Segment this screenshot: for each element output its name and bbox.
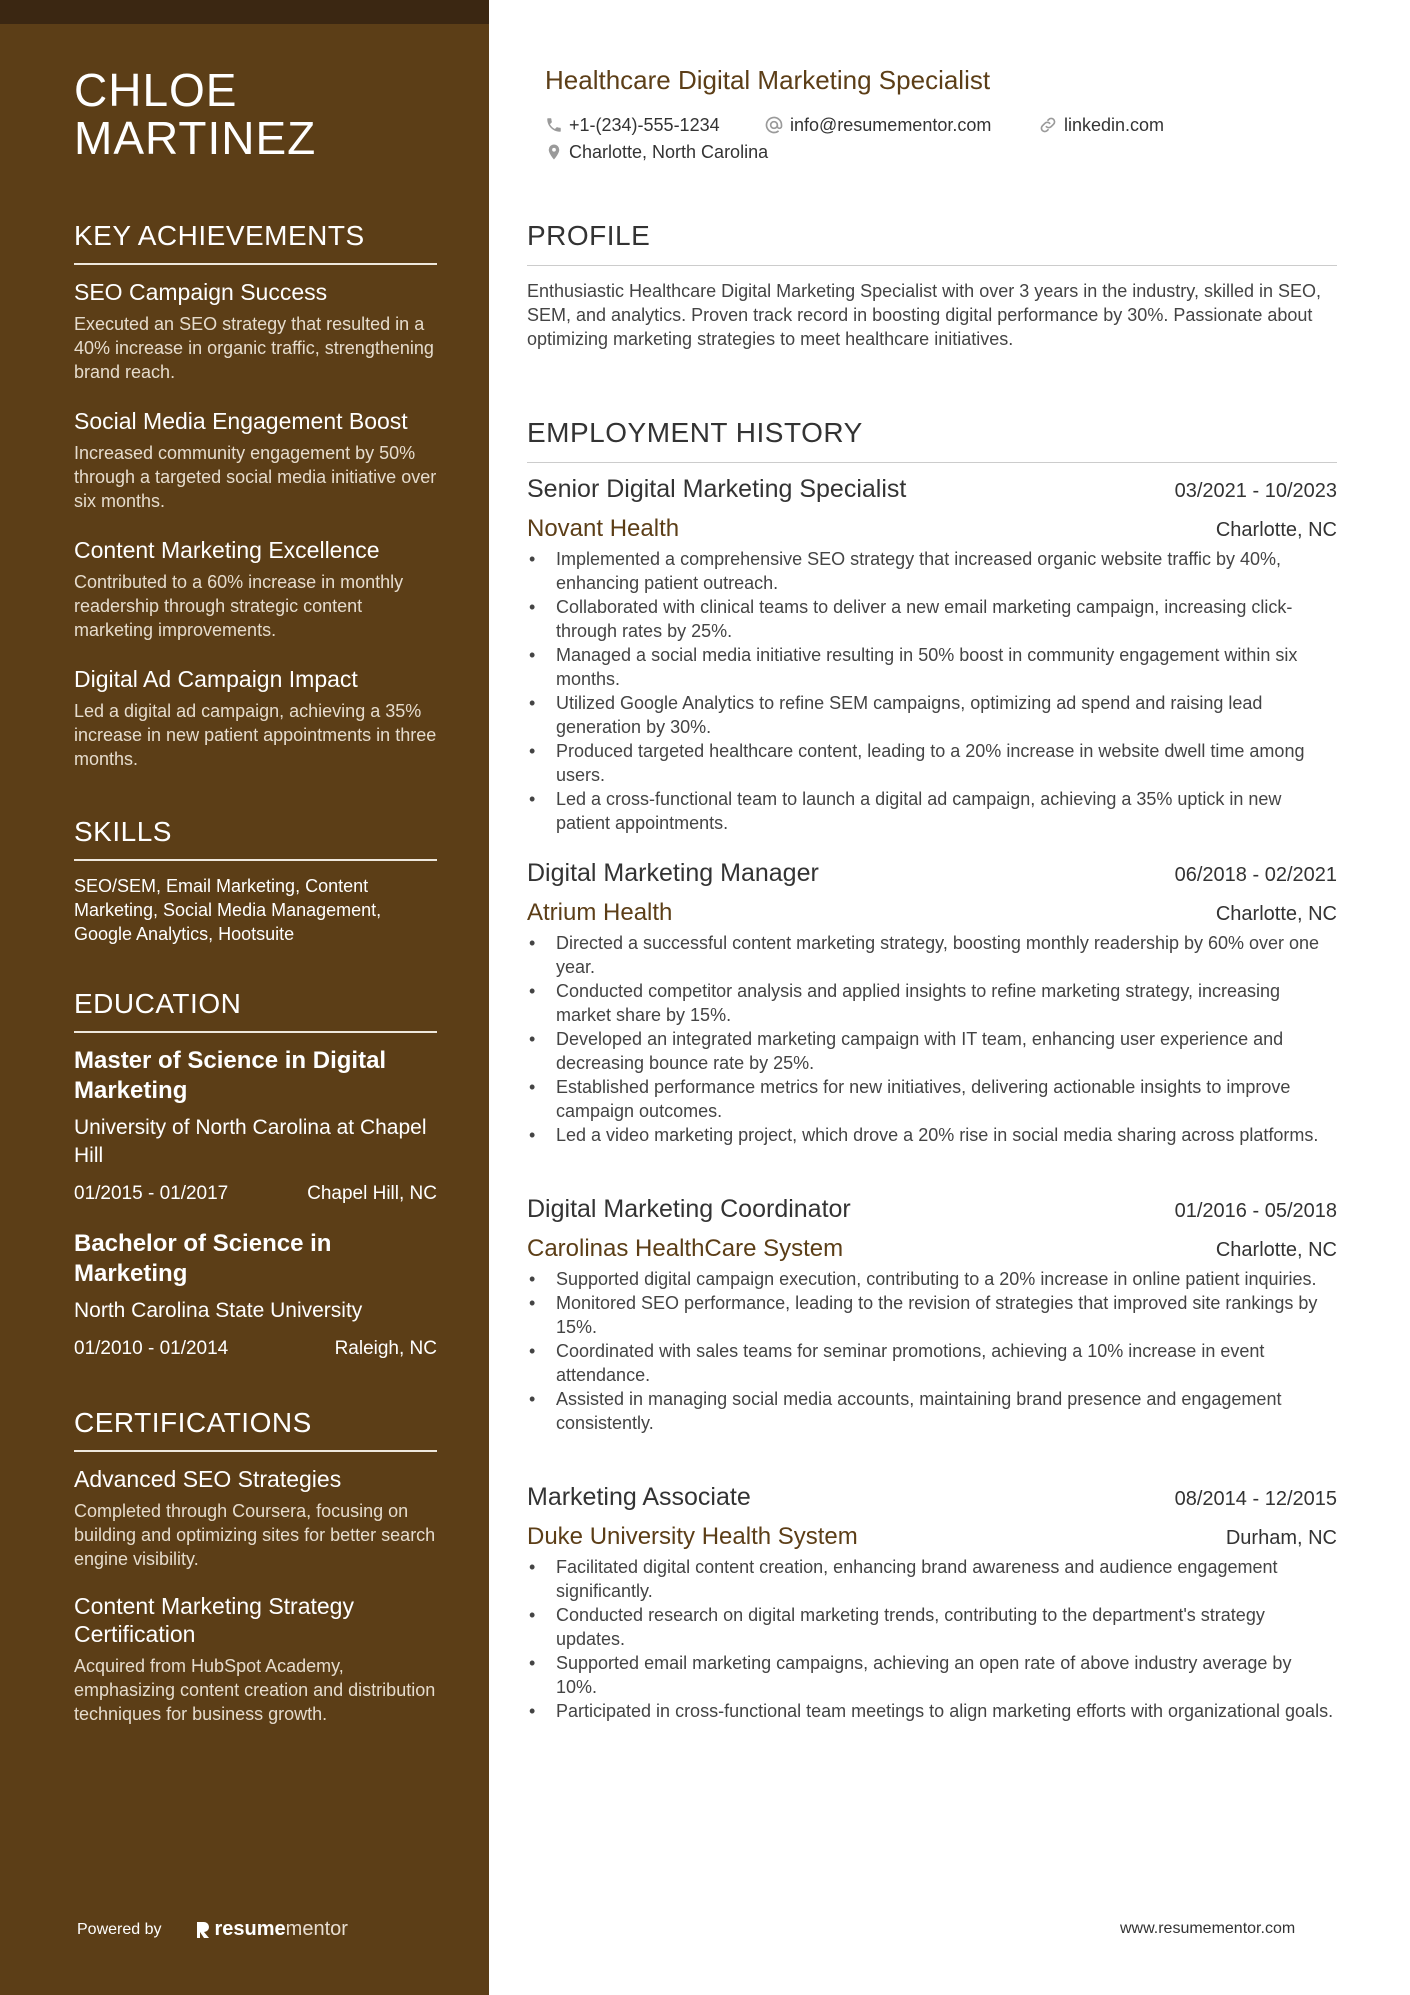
job-bullet: • Facilitated digital content creation, enhancing brand awareness and audience engagement significantly. <box>527 1555 1337 1603</box>
location-text: Charlotte, North Carolina <box>569 142 769 162</box>
job-location: Charlotte, NC <box>1215 1239 1337 1261</box>
job-bullet: • Collaborated with clinical teams to deliver a new email marketing campaign, increasing click-through rates by 25%. <box>527 595 1337 643</box>
profile-text: Enthusiastic Healthcare Digital Marketing Specialist with over 3 years in the industry, skilled in SEO, SEM, and analytics. Proven track record in boosting digital performance by 30%. Passionate about optimizing marketing strategies to meet healthcare initiatives. <box>527 281 1322 349</box>
edu-school: University of North Carolina at Chapel Hill <box>74 1116 427 1167</box>
job-role: Senior Digital Marketing Specialist <box>527 475 907 503</box>
first-name: CHLOE <box>74 64 238 116</box>
job-bullet: • Led a cross-functional team to launch a digital ad campaign, achieving a 35% uptick in new patient appointments. <box>527 787 1337 835</box>
phone-icon <box>545 116 563 134</box>
edu-school: North Carolina State University <box>74 1299 363 1322</box>
job-entry <box>527 474 1337 835</box>
job-bullet: • Implemented a comprehensive SEO strategy that increased organic website traffic by 40%, enhancing patient outreach. <box>527 547 1337 595</box>
achievement-title: Digital Ad Campaign Impact <box>74 666 358 692</box>
achievements-heading: KEY ACHIEVEMENTS <box>74 219 437 265</box>
job-bullet: • Coordinated with sales teams for seminar promotions, achieving a 10% increase in event attendance. <box>527 1339 1337 1387</box>
job-entry <box>527 858 1337 1147</box>
job-entry <box>527 1482 1337 1723</box>
achievement-desc: Executed an SEO strategy that resulted in a 40% increase in organic traffic, strengthening brand reach. <box>74 314 434 382</box>
job-entry <box>527 1194 1337 1435</box>
achievement-title: SEO Campaign Success <box>74 279 328 305</box>
achievement-item <box>74 278 437 384</box>
footer-url[interactable]: www.resumementor.com <box>1120 1920 1296 1937</box>
achievement-desc: Led a digital ad campaign, achieving a 35% increase in new patient appointments in three months. <box>74 701 437 769</box>
certification-item <box>74 1592 437 1726</box>
at-icon <box>764 115 784 135</box>
profile-heading: PROFILE <box>527 219 1337 266</box>
job-bullet: • Supported email marketing campaigns, achieving an open rate of above industry average by 10%. <box>527 1651 1337 1699</box>
job-company: Novant Health <box>527 515 680 542</box>
job-role: Marketing Associate <box>527 1483 751 1511</box>
edu-degree: Master of Science in Digital Marketing <box>74 1047 387 1104</box>
job-company: Carolinas HealthCare System <box>527 1235 844 1262</box>
achievement-desc: Contributed to a 60% increase in monthly readership through strategic content marketing improvements. <box>74 572 404 640</box>
job-bullets <box>527 931 1337 1147</box>
phone-text: +1-(234)-555-1234 <box>569 115 720 135</box>
contact-linkedin[interactable] <box>1038 114 1164 136</box>
job-bullet: • Led a video marketing project, which drove a 20% rise in social media sharing across platforms. <box>527 1123 1337 1147</box>
powered-by-label: Powered by <box>77 1920 162 1938</box>
location-pin-icon <box>545 142 563 162</box>
last-name: MARTINEZ <box>74 112 317 164</box>
job-bullet: • Conducted research on digital marketing trends, contributing to the department's strategy updates. <box>527 1603 1337 1651</box>
headline: Healthcare Digital Marketing Specialist <box>545 65 991 95</box>
edu-dates: 01/2015 - 01/2017 <box>74 1183 229 1204</box>
certification-item <box>74 1465 437 1571</box>
job-bullet: • Directed a successful content marketing strategy, boosting monthly readership by 60% over one year. <box>527 931 1337 979</box>
edu-degree: Bachelor of Science in Marketing <box>74 1230 332 1287</box>
link-icon <box>1038 115 1058 135</box>
brand-light: mentor <box>285 1918 348 1940</box>
achievement-title: Social Media Engagement Boost <box>74 408 408 434</box>
achievement-desc: Increased community engagement by 50% through a targeted social media initiative over six months. <box>74 443 437 511</box>
email-text: info@resumementor.com <box>790 115 992 135</box>
job-dates: 08/2014 - 12/2015 <box>1174 1488 1337 1510</box>
resumementor-logo[interactable] <box>194 1918 348 1941</box>
certification-title: Advanced SEO Strategies <box>74 1466 342 1492</box>
certifications-heading: CERTIFICATIONS <box>74 1406 437 1452</box>
job-dates: 03/2021 - 10/2023 <box>1174 480 1337 502</box>
job-bullet: • Conducted competitor analysis and applied insights to refine marketing strategy, increasing market share by 15%. <box>527 979 1337 1027</box>
job-dates: 06/2018 - 02/2021 <box>1174 864 1337 886</box>
skills-heading: SKILLS <box>74 815 437 861</box>
job-location: Durham, NC <box>1225 1527 1337 1549</box>
edu-dates: 01/2010 - 01/2014 <box>74 1338 229 1359</box>
linkedin-text: linkedin.com <box>1064 115 1165 135</box>
job-role: Digital Marketing Manager <box>527 859 819 887</box>
achievement-item <box>74 407 437 513</box>
job-bullet: • Established performance metrics for new initiatives, delivering actionable insights to improve campaign outcomes. <box>527 1075 1337 1123</box>
edu-meta <box>74 1337 437 1361</box>
edu-location: Chapel Hill, NC <box>307 1183 437 1204</box>
certification-desc: Acquired from HubSpot Academy, emphasizing content creation and distribution techniques for business growth. <box>74 1656 436 1724</box>
certification-title: Content Marketing Strategy Certification <box>74 1593 354 1647</box>
contact-phone[interactable] <box>545 114 720 136</box>
certification-desc: Completed through Coursera, focusing on building and optimizing sites for better search engine visibility. <box>74 1501 436 1569</box>
resumementor-logo-icon <box>194 1920 212 1940</box>
job-bullets <box>527 547 1337 835</box>
job-bullet: • Assisted in managing social media accounts, maintaining brand presence and engagement consistently. <box>527 1387 1337 1435</box>
job-company: Duke University Health System <box>527 1523 858 1550</box>
job-company: Atrium Health <box>527 899 673 926</box>
achievement-title: Content Marketing Excellence <box>74 537 380 563</box>
job-bullet: • Participated in cross-functional team meetings to align marketing efforts with organizational goals. <box>527 1699 1337 1723</box>
skills-text: SEO/SEM, Email Marketing, Content Marketing, Social Media Management, Google Analytics, Hootsuite <box>74 876 382 944</box>
job-bullet: • Developed an integrated marketing campaign with IT team, enhancing user experience and decreasing bounce rate by 25%. <box>527 1027 1337 1075</box>
job-bullet: • Produced targeted healthcare content, leading to a 20% increase in website dwell time among users. <box>527 739 1337 787</box>
candidate-name <box>74 66 316 162</box>
job-bullet: • Supported digital campaign execution, contributing to a 20% increase in online patient inquiries. <box>527 1267 1337 1291</box>
job-location: Charlotte, NC <box>1215 903 1337 925</box>
contact-email[interactable] <box>764 114 991 136</box>
education-item <box>74 1229 437 1361</box>
employment-heading: EMPLOYMENT HISTORY <box>527 416 1337 463</box>
edu-location: Raleigh, NC <box>334 1338 437 1359</box>
education-heading: EDUCATION <box>74 987 437 1033</box>
sidebar-top-band <box>0 0 489 24</box>
contact-location <box>545 141 768 163</box>
education-item <box>74 1046 437 1206</box>
brand-bold: resume <box>214 1918 286 1940</box>
job-location: Charlotte, NC <box>1215 519 1337 541</box>
edu-meta <box>74 1182 437 1206</box>
sidebar <box>0 0 489 1995</box>
achievement-item <box>74 536 437 642</box>
job-bullets <box>527 1555 1337 1723</box>
job-dates: 01/2016 - 05/2018 <box>1174 1200 1337 1222</box>
job-bullet: • Monitored SEO performance, leading to the revision of strategies that improved site rankings by 15%. <box>527 1291 1337 1339</box>
job-bullet: • Managed a social media initiative resulting in 50% boost in community engagement within six months. <box>527 643 1337 691</box>
achievement-item <box>74 665 437 771</box>
job-bullets <box>527 1267 1337 1435</box>
powered-by <box>77 1918 348 1941</box>
job-role: Digital Marketing Coordinator <box>527 1195 851 1223</box>
job-bullet: • Utilized Google Analytics to refine SEM campaigns, optimizing ad spend and raising lead generation by 30%. <box>527 691 1337 739</box>
